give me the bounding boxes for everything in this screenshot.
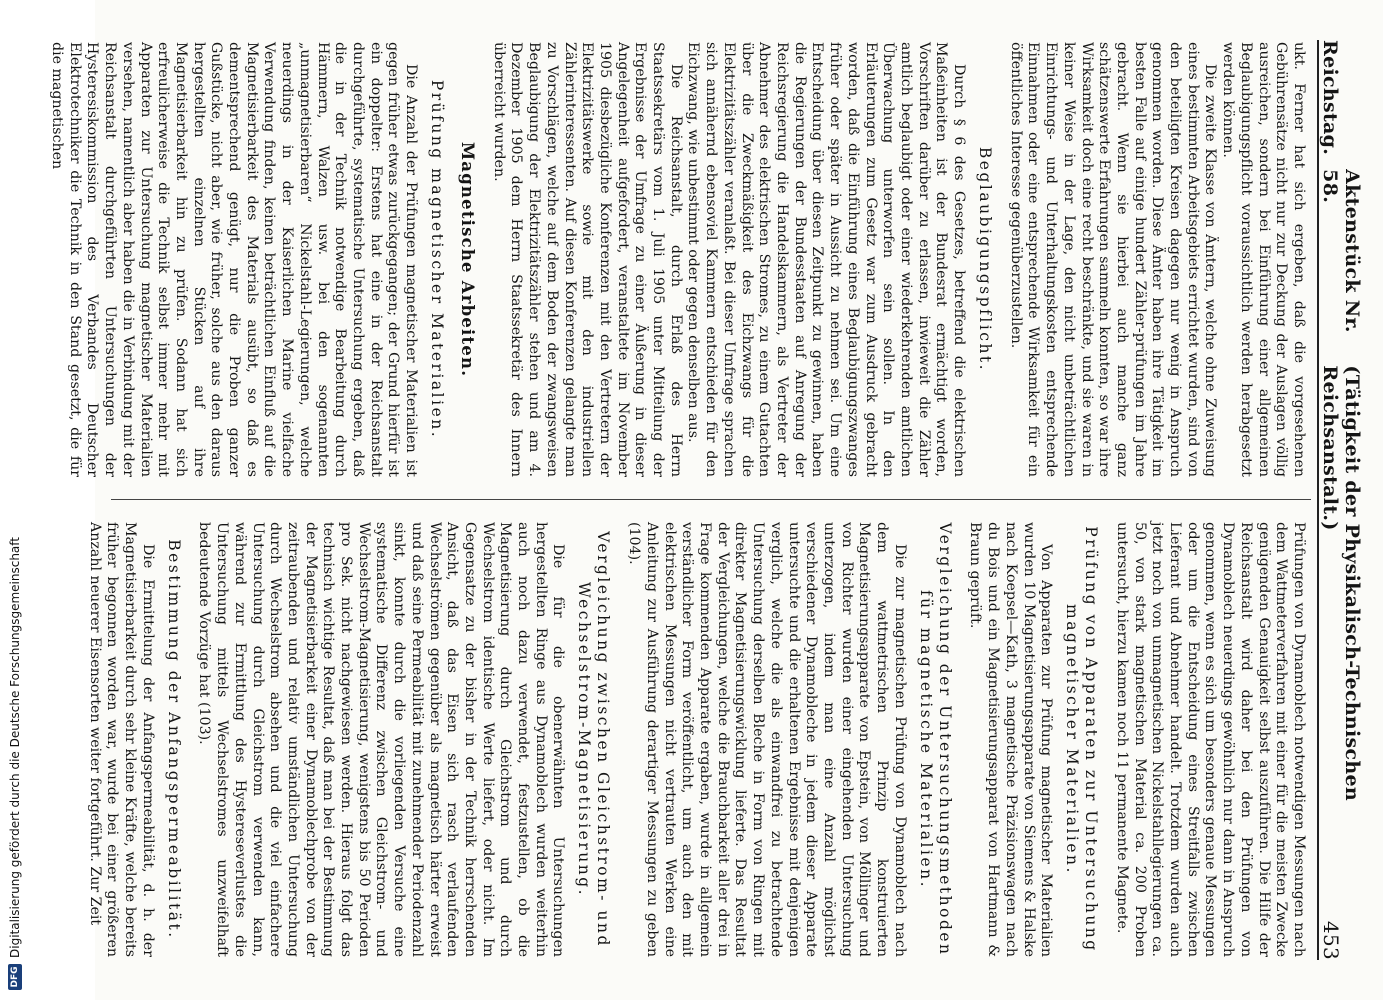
header-right: (Tätigkeit der Physikalisch-Technischen Reichsanstalt.)	[1319, 365, 1363, 802]
dfg-logo: DFG	[8, 964, 22, 990]
paragraph: Die Anzahl der Prüfungen magnetischer Materialien ist gegen früher etwas zurückgegangen; der Grund hierfür ist ein doppelter: Erstens hat eine in der Reichsanstalt durchgeführte, systematische Untersuchung ergeben, daß die in der Technik notwendige Bearbeitung durch Hämmern, Walzen usw. bei den sogenannten „unmagnetisierbaren“ Nickelstahl-Legierungen, welche neuerdings in der Kaiserlichen Marine vielfache Verwendung finden, keinen beträchtlichen Einfluß auf die Magnetisierbarkeit des Materials ausübt, so daß es dementsprechend genügt, nur die Proben ganzer Gußstücke, nicht aber, wie früher, solche aus den daraus hergestellten einzelnen Stücken auf ihre Magnetisierbarkeit hin zu prüfen. Sodann hat sich erfreulicherweise die Technik selbst immer mehr mit Apparaten zur Untersuchung magnetischer Materialien versehen, namentlich aber haben die in Verbindung mit der Reichsanstalt durchgeführten Untersuchungen der Hysteresiskommission des Verbandes Deutscher Elektrotechniker die Technik in den Stand gesetzt, die für die magnetischen	[49, 42, 420, 477]
paragraph: Die für die obenerwähnten Untersuchungen hergestellten Ringe aus Dynamoblech wurden weiterhin auch noch dazu verwendet, festzustellen, ob die Magnetisierung durch Gleichstrom und durch Wechselstrom identische Werte liefert, oder nicht. Im Gegensatze zu der bisher in der Technik herrschenden Ansicht, daß das Eisen sich rasch verlaufenden Wechselströmen gegenüber als magnetisch härter erweist und daß seine Permeabilität mit zunehmender Periodenzahl sinkt, konnte durch die vorliegenden Versuche eine systematische Differenz zwischen Gleichstrom- und Wechselstrom-Magnetisierung, wenigstens bis 50 Perioden pro Sek. nicht nachgewiesen werden. Hieraus folgt das technisch wichtige Resultat, daß man bei der Bestimmung der Magnetisierbarkeit einer Dynamoblechprobe von der zeitraubenden und relativ umständlichen Untersuchung durch Wechselstrom absehen und die viel einfachere Untersuchung durch Gleichstrom verwenden kann, während zur Ermittlung des Hystereseverlustes die Untersuchung mittels Wechselstromes unzweifelhaft bedeutende Vorzüge hat (103).	[196, 522, 567, 957]
paragraph: Die Ermittelung der Anfangspermeabilität, d. h. der Magnetisierbarkeit durch sehr kleine Kräfte, welche bereits früher begonnen worden war, wurde bei einer größeren Anzahl neuerer Eisensorten weiter fortgeführt. Zur Zeit	[86, 522, 156, 957]
left-column	[49, 42, 1307, 477]
subsection-heading: Vergleichung der Untersuchungsmethoden für magnetische Materialien.	[916, 522, 954, 957]
column-divider	[111, 499, 1311, 500]
paragraph: Die zweite Klasse von Ämtern, welche ohne Zuweisung eines bestimmten Arbeitsgebiets errichtet wurden, sind von den beteiligten Kreisen dagegen nur wenig in Anspruch genommen worden. Diese Ämter haben ihre Tätigkeit im besten Falle auf einige hundert Zähler-prüfungen im Jahre gebracht. Wenn sie hierbei auch manche ganz schätzenswerte Erfahrungen sammeln konnten, so war ihre Wirksamkeit doch eine recht beschränkte, und sie waren in keiner Weise in der Lage, den nicht unbeträchtlichen Einrichtungs- und Unterhaltungskosten entsprechende Einnahmen oder eine entsprechende Wirksamkeit für ein öffentliches Interesse gegenüberzustellen.	[1007, 42, 1219, 477]
paragraph: ukt. Ferner hat sich ergeben, daß die vorgesehenen Gebührensätze nicht nur zur Deckung der Auslagen völlig ausreichen, sondern bei Einführung einer allgemeinen Beglaubigungspflicht voraussichtlich werden herabgesetzt werden können.	[1220, 42, 1307, 477]
paragraph: Von Apparaten zur Prüfung magnetischer Materialien wurden 10 Magnetisierungsapparate von Siemens & Halske nach Koepsel—Kath, 3 magnetische Präzisionswagen nach du Bois und ein Magnetisierungsapparat von Hartmann & Braun geprüft.	[967, 522, 1055, 957]
subsection-heading: Bestimmung der Anfangspermeabilität.	[164, 539, 183, 940]
subsection-heading: Prüfung magnetischer Materialien.	[428, 79, 447, 440]
subsection-heading: Prüfung von Apparaten zur Untersuchung magnetischer Materialien.	[1063, 526, 1101, 953]
section-heading: Magnetische Arbeiten.	[458, 141, 478, 378]
digitization-credit	[4, 0, 26, 1000]
paragraph: Die Reichsanstalt, durch Erlaß des Herrn Staatssekretärs vom 1. Juli 1905 unter Mitteilung der Ergebnisse der Umfrage zu einer Äußerung in dieser Angelegenheit aufgefordert, veranstaltete im November 1905 diesbezügliche Konferenzen mit den Vertretern der Elektrizitätswerke sowie mit den industriellen Zählerinteressenten. Auf diesen Konferenzen gelangte man zu Vorschlägen, welche auf dem Boden der zwangsweisen Beglaubigung der Elektrizitätszähler stehen und am 4. Dezember 1905 dem Herrn Staatssekretär des Innern überreicht wurden.	[490, 42, 684, 477]
rotated-page-wrapper	[49, 0, 1383, 1000]
page-number: 453	[1319, 920, 1343, 960]
paragraph: Prüfungen von Dynamoblech notwendigen Messungen nach dem Wattmeterverfahren mit einer für die meisten Zwecke genügenden Genauigkeit selbst auszuführen. Die Hilfe der Reichsanstalt wird daher bei den Prüfungen von Dynamoblech neuerdings gewöhnlich nur dann in Anspruch genommen, wenn es sich um besonders genaue Messungen oder um die Entscheidung eines Streitfalls zwischen Lieferant und Abnehmer handelt. Trotzdem wurden auch jetzt noch von unmagnetischen Nickelstahllegierungen ca. 50, von stark magnetischen Material ca. 200 Proben untersucht, hierzu kamen noch 11 permanente Magnete.	[1113, 522, 1307, 957]
right-column	[86, 522, 1307, 957]
page-header	[1317, 40, 1363, 960]
credit-text: Digitalisierung gefördert durch die Deutsche Forschungsgemeinschaft	[8, 536, 22, 958]
document-page	[49, 0, 1383, 1000]
paragraph: Die zur magnetischen Prüfung von Dynamoblech nach dem wattmetrischen Prinzip konstruierten Magnetisierungsapparate von Epstein, von Möllinger und von Richter wurden einer eingehenden Untersuchung unterzogen, indem man eine Anzahl möglichst verschiedener Dynamobleche in jedem dieser Apparate untersuchte und die erhaltenen Ergebnisse mit denjenigen verglich, welche die als einwandfrei zu betrachtende Untersuchung derselben Bleche in Form von Ringen mit direkter Magnetisierungswicklung lieferte. Das Resultat der Vergleichungen, welche die Brauchbarkeit aller drei in Frage kommenden Apparate ergaben, wurde in allgemein verständlicher Form veröffentlicht, um auch den mit elektrischen Messungen nicht vertrauten Werken eine Anleitung zur Ausführung derartiger Messungen zu geben (104).	[626, 522, 908, 957]
paragraph: Durch § 6 des Gesetzes, betreffend die elektrischen Maßeinheiten ist der Bundesrat ermächtigt worden, Vorschriften darüber zu erlassen, inwieweit die Zähler amtlich beglaubigt oder einer wiederkehrenden amtlichen Überwachung unterworfen sein sollen. In den Erläuterungen zum Gesetz war zum Ausdruck gebracht worden, daß die Einführung eines Beglaubigungszwanges früher oder später in Aussicht zu nehmen sei. Um eine Entscheidung über diesen Zeitpunkt zu gewinnen, haben die Regierungen der Bundesstaaten auf Anregung der Reichsregierung die Handelskammern, als Vertreter der Abnehmer des elektrischen Stromes, zu einem Gutachten über die Zweckmäßigkeit des Eichzwangs für die Elektrizitätszähler veranlaßt. Bei dieser Umfrage sprachen sich annähernd ebensoviel Kammern entschieden für den Eichzwang, wie unbestimmt oder gegen denselben aus.	[685, 42, 968, 477]
header-left: Reichstag.	[1319, 40, 1341, 156]
subsection-heading: Vergleichung zwischen Gleichstrom- und Wechselstrom-Magnetisierung.	[575, 531, 613, 948]
header-center: Aktenstück Nr. 58.	[1319, 169, 1363, 333]
section-heading: Beglaubigungspflicht.	[976, 146, 995, 373]
